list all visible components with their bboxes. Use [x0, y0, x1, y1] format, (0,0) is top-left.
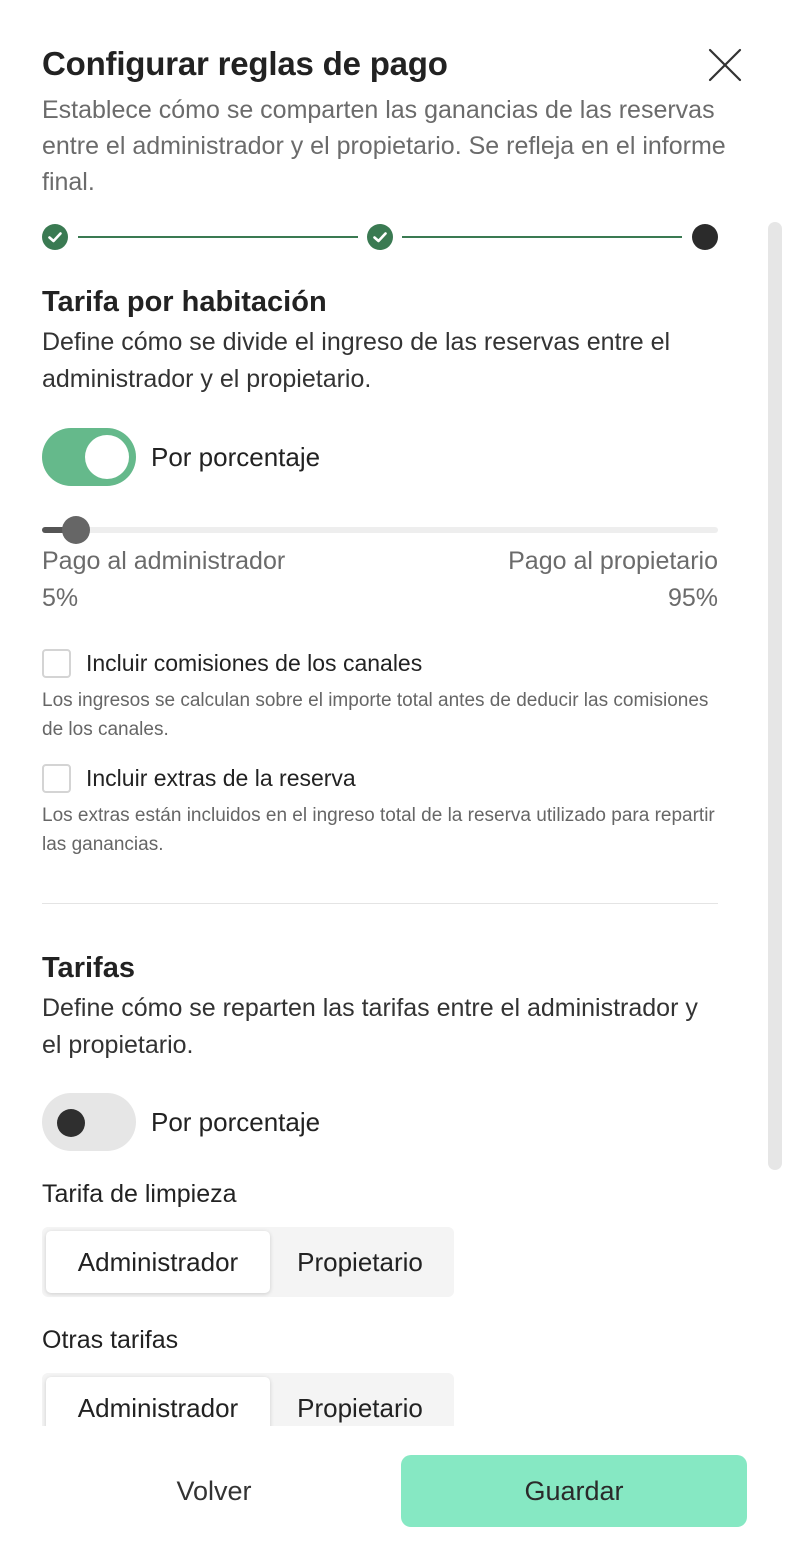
save-button[interactable]: Guardar	[401, 1455, 747, 1527]
dialog-header	[42, 40, 742, 200]
split-labels	[42, 543, 718, 617]
section-divider	[42, 903, 718, 904]
room-rate-section	[42, 282, 718, 859]
step-1-completed	[42, 224, 68, 250]
booking-extras-option	[42, 761, 718, 859]
other-fees-option-propietario[interactable]: Propietario	[297, 1392, 423, 1423]
channel-fees-help: Los ingresos se calculan sobre el importe total antes de deducir las comisiones de los canales.	[42, 690, 709, 740]
booking-extras-help: Los extras están incluidos en el ingreso total de la reserva utilizado para repartir las ganancias.	[42, 805, 715, 855]
fees-description: Define cómo se reparten las tarifas entre el administrador y el propietario.	[42, 994, 698, 1059]
slider-thumb[interactable]	[62, 516, 90, 544]
slider-track	[42, 527, 718, 533]
owner-payout	[508, 543, 718, 617]
other-fees-option-administrador[interactable]: Administrador	[46, 1377, 270, 1426]
cleaning-fee-selector	[42, 1227, 454, 1297]
close-button[interactable]	[708, 48, 742, 82]
scrollbar[interactable]	[768, 222, 782, 1170]
check-icon	[367, 224, 393, 250]
fees-toggle-row	[42, 1092, 718, 1152]
channel-fees-row	[42, 646, 718, 680]
room-rate-toggle-row	[42, 427, 718, 487]
room-rate-toggle-label: Por porcentaje	[151, 441, 321, 472]
step-2-completed	[367, 224, 393, 250]
manager-payout-value: 5%	[42, 584, 79, 612]
back-button[interactable]: Volver	[176, 1475, 252, 1506]
toggle-knob	[57, 1109, 85, 1137]
dialog-subtitle: Establece cómo se comparten las ganancias de las reservas entre el administrador y el propietario. Se refleja en el informe final.	[42, 96, 726, 196]
owner-payout-label: Pago al propietario	[508, 547, 718, 575]
other-fees-selector	[42, 1373, 454, 1426]
toggle-knob	[85, 435, 129, 479]
channel-fees-label: Incluir comisiones de los canales	[86, 649, 423, 676]
cleaning-fee-option-administrador[interactable]: Administrador	[46, 1231, 270, 1293]
cleaning-fee-field	[42, 1177, 718, 1297]
cleaning-fee-option-propietario[interactable]: Propietario	[297, 1246, 423, 1277]
dialog-title: Configurar reglas de pago	[42, 45, 448, 82]
fees-percentage-toggle[interactable]	[42, 1093, 136, 1151]
dialog-footer	[0, 1426, 790, 1556]
step-3-current	[692, 224, 718, 250]
channel-fees-option	[42, 646, 718, 744]
room-rate-description: Define cómo se divide el ingreso de las reservas entre el administrador y el propietario.	[42, 328, 671, 393]
dialog-content	[42, 282, 718, 1426]
check-icon	[42, 224, 68, 250]
step-connector	[78, 236, 358, 238]
booking-extras-label: Incluir extras de la reserva	[86, 764, 356, 791]
cleaning-fee-label: Tarifa de limpieza	[42, 1180, 237, 1208]
other-fees-field	[42, 1323, 718, 1426]
fees-title: Tarifas	[42, 952, 135, 984]
booking-extras-checkbox[interactable]	[42, 764, 71, 793]
booking-extras-row	[42, 761, 718, 795]
other-fees-label: Otras tarifas	[42, 1326, 179, 1354]
manager-payout-label: Pago al administrador	[42, 547, 286, 575]
room-rate-percentage-toggle[interactable]	[42, 428, 136, 486]
step-connector	[402, 236, 682, 238]
room-rate-title: Tarifa por habitación	[42, 286, 327, 318]
close-icon	[708, 48, 742, 82]
manager-payout	[42, 543, 285, 617]
fees-section	[42, 948, 718, 1426]
fees-toggle-label: Por porcentaje	[151, 1106, 321, 1137]
payout-split-slider[interactable]	[42, 515, 718, 545]
channel-fees-checkbox[interactable]	[42, 649, 71, 678]
owner-payout-value: 95%	[667, 584, 718, 612]
progress-stepper	[42, 224, 718, 250]
